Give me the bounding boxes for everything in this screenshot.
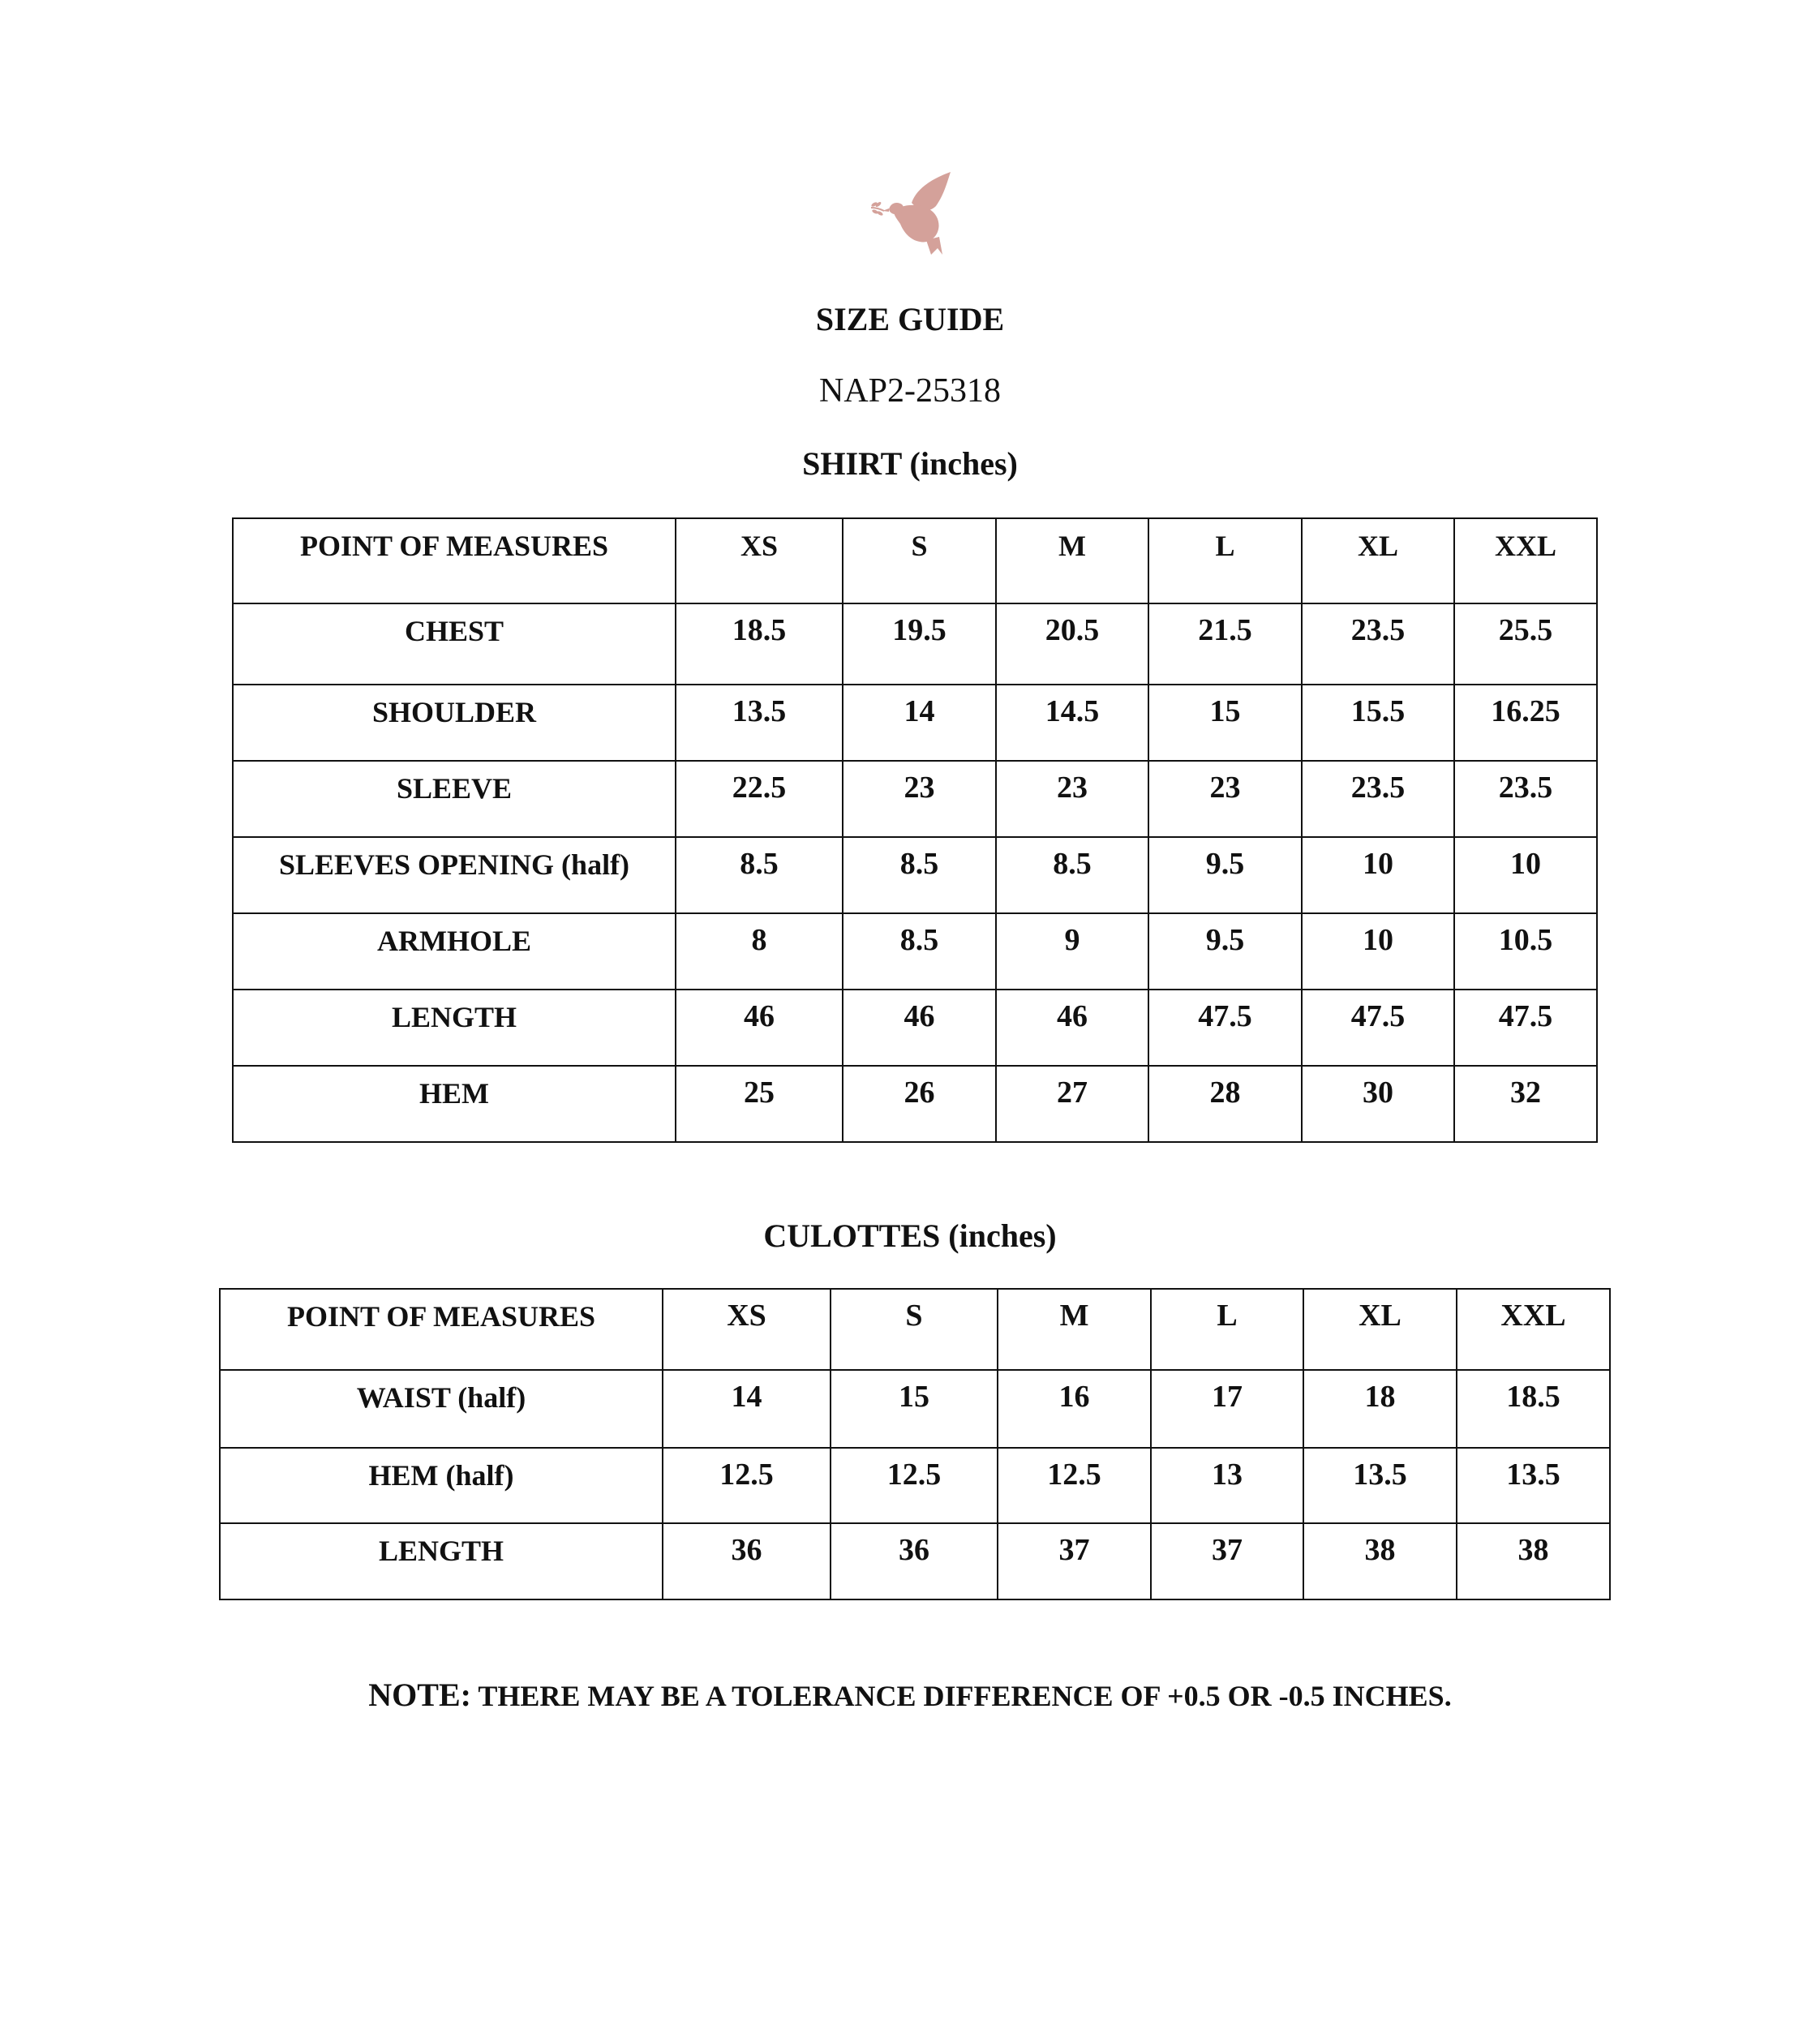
table-cell: 25	[676, 1066, 843, 1142]
table-cell: 46	[676, 990, 843, 1066]
table-cell: 8.5	[843, 837, 996, 913]
table-cell: 23.5	[1454, 761, 1597, 837]
table-cell: 13.5	[1303, 1448, 1457, 1523]
table-row	[233, 761, 1597, 837]
table-cell: 13	[1151, 1448, 1303, 1523]
table-cell: 36	[831, 1523, 998, 1599]
column-header: L	[1148, 518, 1302, 603]
table-cell: 37	[998, 1523, 1151, 1599]
table-cell: 38	[1303, 1523, 1457, 1599]
column-header: XXL	[1457, 1289, 1610, 1370]
table-header-row	[220, 1289, 1610, 1370]
column-header: S	[831, 1289, 998, 1370]
table-cell: 16.25	[1454, 685, 1597, 761]
measure-label: HEM	[233, 1066, 676, 1142]
table-cell: 12.5	[831, 1448, 998, 1523]
table-cell: 32	[1454, 1066, 1597, 1142]
column-header: XL	[1303, 1289, 1457, 1370]
table-cell: 46	[996, 990, 1148, 1066]
table-cell: 26	[843, 1066, 996, 1142]
table-cell: 9.5	[1148, 837, 1302, 913]
measure-label: SLEEVES OPENING (half)	[233, 837, 676, 913]
table-cell: 10.5	[1454, 913, 1597, 990]
table-row	[233, 913, 1597, 990]
table-cell: 47.5	[1148, 990, 1302, 1066]
measure-label: ARMHOLE	[233, 913, 676, 990]
table-cell: 18.5	[676, 603, 843, 685]
table-cell: 28	[1148, 1066, 1302, 1142]
table-cell: 15.5	[1302, 685, 1454, 761]
table-cell: 23.5	[1302, 603, 1454, 685]
measure-label: SLEEVE	[233, 761, 676, 837]
table-cell: 16	[998, 1370, 1151, 1448]
table-cell: 14	[843, 685, 996, 761]
culottes-size-table	[219, 1288, 1611, 1600]
note-label: NOTE:	[368, 1677, 471, 1713]
table-cell: 12.5	[998, 1448, 1151, 1523]
table-cell: 14.5	[996, 685, 1148, 761]
note-text: THERE MAY BE A TOLERANCE DIFFERENCE OF +0.5 OR -0.5 INCHES.	[470, 1680, 1452, 1712]
table-row	[220, 1523, 1610, 1599]
table-row	[233, 1066, 1597, 1142]
measure-label: SHOULDER	[233, 685, 676, 761]
table-row	[233, 603, 1597, 685]
table-cell: 25.5	[1454, 603, 1597, 685]
tolerance-note	[0, 1676, 1820, 1714]
table-cell: 10	[1302, 913, 1454, 990]
measure-label: LENGTH	[220, 1523, 663, 1599]
table-cell: 23	[843, 761, 996, 837]
table-cell: 9	[996, 913, 1148, 990]
table-cell: 15	[1148, 685, 1302, 761]
table-cell: 8.5	[843, 913, 996, 990]
table-cell: 15	[831, 1370, 998, 1448]
table-row	[233, 837, 1597, 913]
table-cell: 18.5	[1457, 1370, 1610, 1448]
column-header: XXL	[1454, 518, 1597, 603]
column-header: L	[1151, 1289, 1303, 1370]
table-cell: 8.5	[996, 837, 1148, 913]
column-header: POINT OF MEASURES	[233, 518, 676, 603]
table-cell: 22.5	[676, 761, 843, 837]
table-cell: 8.5	[676, 837, 843, 913]
shirt-section-title: SHIRT (inches)	[802, 445, 1018, 482]
table-cell: 9.5	[1148, 913, 1302, 990]
column-header: XS	[663, 1289, 831, 1370]
table-cell: 10	[1454, 837, 1597, 913]
table-cell: 13.5	[676, 685, 843, 761]
table-cell: 23	[1148, 761, 1302, 837]
table-cell: 19.5	[843, 603, 996, 685]
measure-label: CHEST	[233, 603, 676, 685]
culottes-section-title: CULOTTES (inches)	[763, 1217, 1057, 1254]
table-header-row	[233, 518, 1597, 603]
table-cell: 23	[996, 761, 1148, 837]
table-cell: 30	[1302, 1066, 1454, 1142]
table-cell: 36	[663, 1523, 831, 1599]
column-header: XS	[676, 518, 843, 603]
table-row	[220, 1370, 1610, 1448]
table-cell: 27	[996, 1066, 1148, 1142]
table-cell: 18	[1303, 1370, 1457, 1448]
measure-label: HEM (half)	[220, 1448, 663, 1523]
table-cell: 12.5	[663, 1448, 831, 1523]
column-header: M	[998, 1289, 1151, 1370]
table-row	[233, 990, 1597, 1066]
table-cell: 14	[663, 1370, 831, 1448]
product-code: NAP2-25318	[818, 372, 1001, 410]
table-row	[233, 685, 1597, 761]
table-cell: 47.5	[1454, 990, 1597, 1066]
column-header: M	[996, 518, 1148, 603]
page-title: SIZE GUIDE	[815, 301, 1005, 337]
table-cell: 21.5	[1148, 603, 1302, 685]
table-cell: 47.5	[1302, 990, 1454, 1066]
table-cell: 37	[1151, 1523, 1303, 1599]
column-header: POINT OF MEASURES	[220, 1289, 663, 1370]
dove-with-olive-branch-icon	[869, 170, 959, 260]
table-cell: 46	[843, 990, 996, 1066]
table-cell: 10	[1302, 837, 1454, 913]
table-cell: 38	[1457, 1523, 1610, 1599]
column-header: XL	[1302, 518, 1454, 603]
table-cell: 8	[676, 913, 843, 990]
shirt-size-table	[232, 517, 1598, 1143]
table-cell: 20.5	[996, 603, 1148, 685]
column-header: S	[843, 518, 996, 603]
table-cell: 13.5	[1457, 1448, 1610, 1523]
table-cell: 17	[1151, 1370, 1303, 1448]
measure-label: LENGTH	[233, 990, 676, 1066]
table-cell: 23.5	[1302, 761, 1454, 837]
table-row	[220, 1448, 1610, 1523]
measure-label: WAIST (half)	[220, 1370, 663, 1448]
